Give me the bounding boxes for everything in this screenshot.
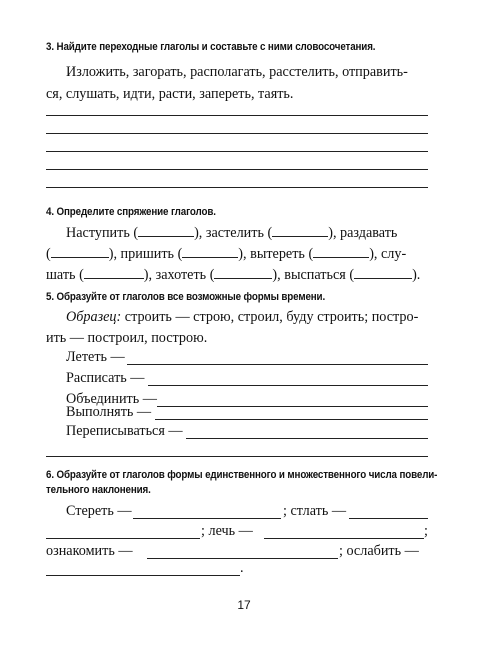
verb-text: ), выспаться ( — [272, 267, 355, 283]
answer-line[interactable] — [147, 558, 338, 559]
answer-line[interactable] — [46, 538, 200, 539]
answer-line[interactable] — [46, 456, 428, 457]
answer-line[interactable] — [155, 419, 428, 420]
blank-field[interactable] — [313, 246, 369, 258]
answer-line[interactable] — [349, 518, 428, 519]
task4-line3 — [46, 267, 420, 284]
answer-line[interactable] — [186, 438, 428, 439]
answer-line[interactable] — [46, 115, 428, 116]
verb-text: ), застелить ( — [194, 225, 273, 241]
task6-verb: ; ослабить — — [339, 543, 419, 559]
sample-text: строить — строю, строил, буду строить; постро- — [121, 309, 419, 325]
task6-heading-line1: 6. Образуйте от глаголов формы единственного и множественного числа повели- — [46, 469, 438, 481]
task3-text-line2: ся, слушать, идти, расти, запереть, таять. — [46, 86, 294, 102]
verb-text: Наступить ( — [66, 225, 139, 241]
blank-field[interactable] — [84, 267, 144, 279]
task6-verb: ; лечь — — [201, 523, 253, 539]
answer-line[interactable] — [264, 538, 424, 539]
blank-field[interactable] — [51, 246, 109, 258]
verb-text: ). — [412, 267, 421, 283]
blank-field[interactable] — [272, 225, 328, 237]
answer-line[interactable] — [46, 169, 428, 170]
verb-label: Расписать — — [66, 370, 145, 386]
verb-label: Переписываться — — [66, 423, 183, 439]
answer-line[interactable] — [148, 385, 428, 386]
task6-heading-line2: тельного наклонения. — [46, 484, 151, 496]
answer-line[interactable] — [46, 133, 428, 134]
task5-sample-line2: ить — построил, построю. — [46, 330, 208, 346]
blank-field[interactable] — [138, 225, 194, 237]
page-number: 17 — [237, 598, 251, 612]
verb-text: ), пришить ( — [108, 246, 183, 262]
blank-field[interactable] — [182, 246, 238, 258]
verb-label: Выполнять — — [66, 404, 152, 420]
task6-verb: Стереть — — [66, 503, 132, 519]
verb-text: шать ( — [46, 267, 84, 283]
answer-line[interactable] — [127, 364, 428, 365]
answer-line[interactable] — [133, 518, 281, 519]
verb-text: ), слу- — [369, 246, 407, 262]
task4-line1 — [66, 225, 397, 242]
task5-heading: 5. Образуйте от глаголов все возможные формы времени. — [46, 291, 326, 303]
verb-text: ), захотеть ( — [143, 267, 215, 283]
blank-field[interactable] — [354, 267, 412, 279]
task5-sample-line1 — [66, 309, 418, 326]
task3-heading: 3. Найдите переходные глаголы и составьте с ними словосочетания. — [46, 41, 376, 53]
task4-line2 — [46, 246, 406, 263]
verb-label: Лететь — — [66, 349, 125, 365]
answer-line[interactable] — [46, 151, 428, 152]
answer-line[interactable] — [157, 406, 428, 407]
task6-verb: ознакомить — — [46, 543, 133, 559]
task3-text-line1: Изложить, загорать, располагать, расстелить, отправить- — [66, 64, 408, 80]
sample-label: Образец: — [66, 309, 122, 325]
task6-punct: . — [240, 560, 244, 576]
task6-verb: ; стлать — — [283, 503, 347, 519]
blank-field[interactable] — [214, 267, 272, 279]
verb-label: Объединить — — [66, 391, 157, 407]
verb-text: ( — [46, 246, 51, 262]
task6-punct: ; — [424, 523, 428, 539]
verb-text: ), вытереть ( — [238, 246, 314, 262]
task4-heading: 4. Определите спряжение глаголов. — [46, 206, 216, 218]
answer-line[interactable] — [46, 575, 240, 576]
answer-line[interactable] — [46, 187, 428, 188]
verb-text: ), раздавать — [328, 225, 398, 241]
